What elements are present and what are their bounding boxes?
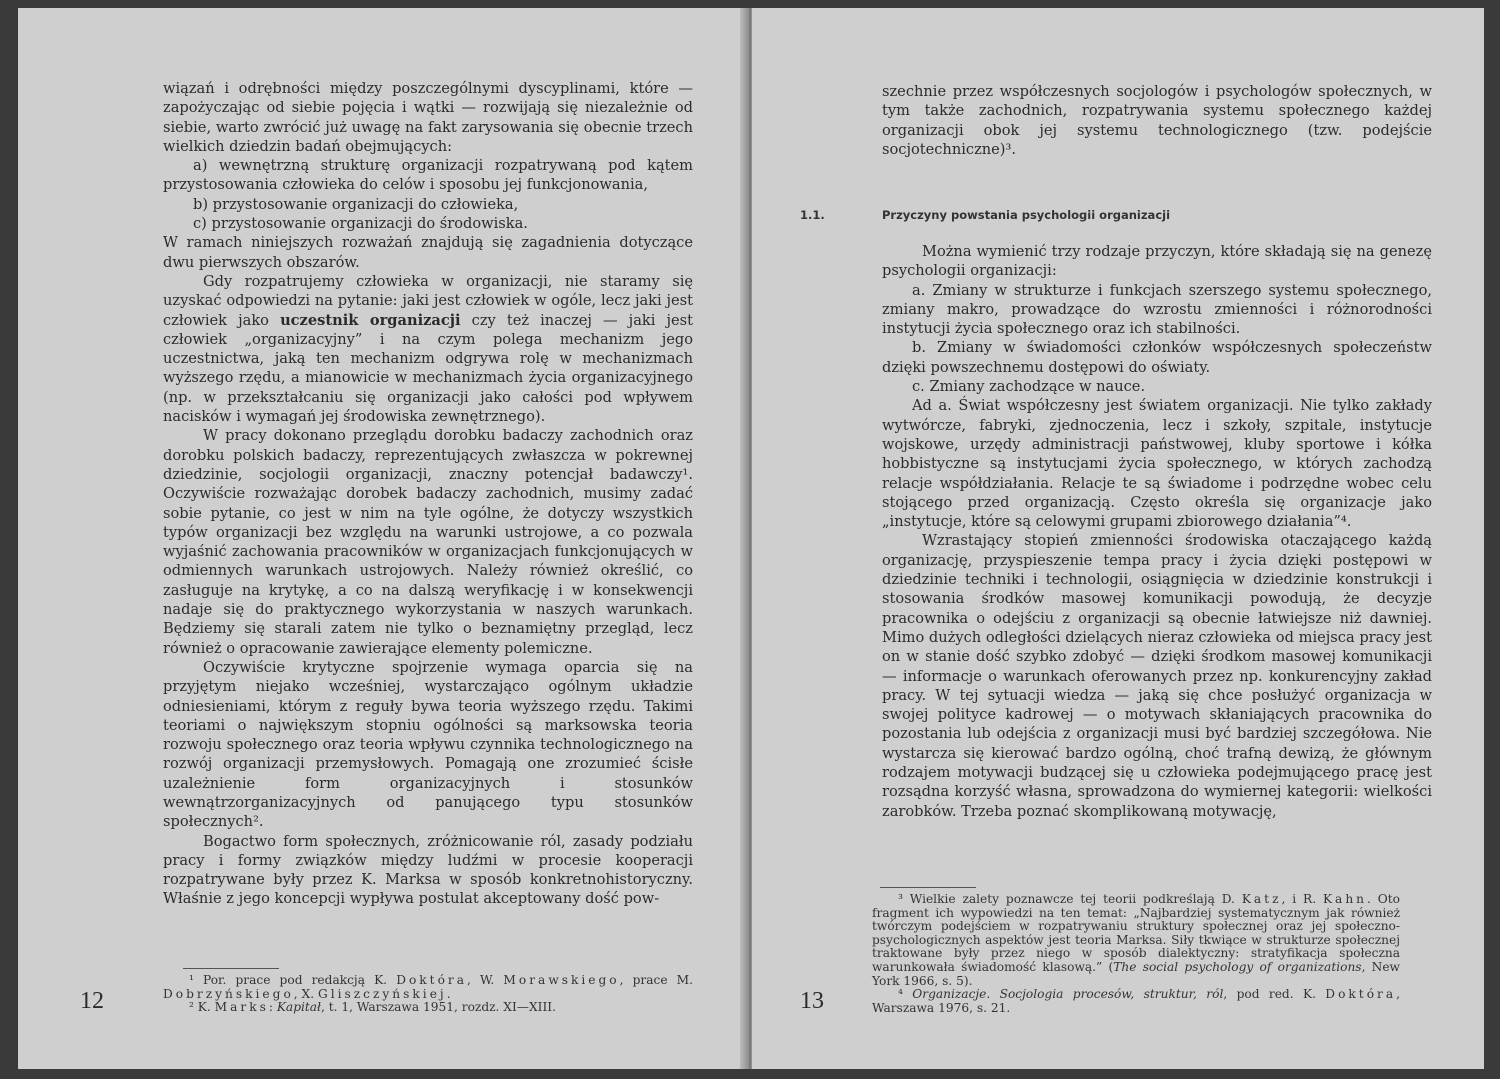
section-number: 1.1. bbox=[800, 208, 825, 222]
fn-text: , Warszawa 1976, s. 21. bbox=[872, 987, 1400, 1015]
list-item-c: c) przystosowanie organizacji do środowiska. bbox=[193, 215, 528, 233]
fn-text: . bbox=[446, 986, 451, 1001]
fn-text: ¹ Por. prace pod redakcją K. bbox=[189, 973, 388, 987]
fn-author: Katz bbox=[1241, 892, 1282, 906]
footnote-2 bbox=[163, 1001, 693, 1015]
paragraph: Bogactwo form społecznych, zróżnicowanie ról, zasady podziału pracy i formy związków między ludźmi w procesie kooperacji rozpatrywane były przez K. Marksa w sposób konkretnohistoryczny. Właśnie z jego koncepcji wypływa postulat akceptowany dość pow- bbox=[163, 832, 693, 908]
left-page bbox=[18, 8, 749, 1069]
fn-text: ³ Wielkie zalety poznawcze tej teorii podkreślają D. bbox=[898, 892, 1235, 906]
fn-text: ⁴ bbox=[898, 987, 903, 1002]
fn-text: , New York 1966, s. 5). bbox=[872, 959, 1400, 988]
fn-text: ² K. bbox=[189, 1000, 211, 1015]
bold-term: uczestnik organizacji bbox=[280, 311, 461, 329]
fn-text: , X. bbox=[293, 986, 315, 1001]
right-footnotes bbox=[872, 893, 1400, 1015]
right-body-text bbox=[882, 242, 1432, 821]
fn-text: , W. bbox=[467, 973, 495, 987]
list-item-b: b. Zmiany w świadomości członków współczesnych społeczeństw dzięki powszechnemu dostępowi do oświaty. bbox=[882, 339, 1432, 376]
fn-text: , t. 1, Warszawa 1951, rozdz. XI—XIII. bbox=[321, 1000, 556, 1015]
fn-author: Kahn bbox=[1322, 892, 1368, 906]
list-item-a: a) wewnętrzną strukturę organizacji rozpatrywaną pod kątem przystosowania człowieka do celów i sposobu jej funkcjonowania, bbox=[163, 157, 693, 194]
fn-author: Morawskiego bbox=[503, 973, 620, 987]
fn-author: Dobrzyńskiego bbox=[163, 986, 294, 1001]
footnote-divider bbox=[880, 887, 976, 888]
paragraph: Ad a. Świat współczesny jest światem organizacji. Nie tylko zakłady wytwórcze, fabryki, zjednoczenia, lecz i szkoły, szpitale, instytucje wojskowe, urzędy administracji państwowej, kluby sportowe i kółka hobbistyczne są instytucjami życia społecznego, w których zachodzą relacje współdziałania. Relacje te są świadome i podrzędne wobec celu stojącego przed organizacją. Często określa się organizacje jako „instytucje, które są celowymi grupami zbiorowego działania”⁴. bbox=[882, 397, 1432, 531]
fn-title: The social psychology of organizations bbox=[1113, 959, 1362, 974]
paragraph-part: czy też inaczej — jaki jest człowiek „organizacyjny” i na czym polega mechanizm jego uczestnictwa, jaką ten mechanizm odgrywa rolę w mechanizmach wyższego rzędu, a mianowicie w mechanizmach życia organizacyjnego (np. w przekształcaniu się organizacji jako całości pod wpływem nacisków i wymagań jej środowiska zewnętrznego). bbox=[163, 311, 694, 426]
fn-author: Gliszczyńskiej bbox=[317, 986, 447, 1001]
paragraph: Można wymienić trzy rodzaje przyczyn, które składają się na genezę psychologii organizacji: bbox=[882, 243, 1432, 280]
fn-text: , i R. bbox=[1281, 892, 1317, 906]
left-footnotes bbox=[163, 974, 693, 1015]
footnote-3 bbox=[872, 893, 1400, 988]
left-body-text bbox=[163, 79, 693, 909]
paragraph-part: Gdy rozpatrujemy człowieka w organizacji, nie staramy się uzyskać odpowiedzi na pytanie: jaki jest człowiek w ogóle, lecz jaki jest człowiek jako bbox=[163, 272, 693, 329]
right-top-text bbox=[882, 82, 1432, 159]
fn-text: , pod red. K. bbox=[1223, 987, 1316, 1002]
fn-title: Organizacje. Socjologia procesów, struktur, ról bbox=[912, 987, 1224, 1002]
fn-text: , prace M. bbox=[619, 973, 694, 987]
fn-author: Marks bbox=[214, 1000, 269, 1015]
paragraph: W pracy dokonano przeglądu dorobku badaczy zachodnich oraz dorobku polskich badaczy, reprezentujących zwłaszcza w pokrewnej dziedzinie, socjologii organizacji, znaczny potencjał badawczy¹. Oczywiście rozważając dorobek badaczy zachodnich, musimy zadać sobie pytanie, co jest w nim na tyle ogólne, że dotyczy wszystkich typów organizacji bez względu na warunki ustrojowe, a co pozwala wyjaśnić zachowania pracowników w organizacjach funkcjonujących w odmiennych warunkach ustrojowych. Należy również określić, co zasługuje na krytykę, a co na dalszą weryfikację i w konsekwencji nadaje się do praktycznego wykorzystania w naszych warunkach. Będziemy się starali zatem nie tylko o beznamiętny przegląd, lecz również o opracowanie zawierające elementy polemiczne. bbox=[163, 427, 693, 657]
right-page bbox=[752, 8, 1484, 1069]
page-number: 12 bbox=[80, 988, 104, 1014]
list-item-b: b) przystosowanie organizacji do człowieka, bbox=[193, 195, 519, 213]
paragraph: szechnie przez współczesnych socjologów i psychologów społecznych, w tym także zachodnich, rozpatrywania systemu społecznego każdej organizacji obok jej systemu technologicznego (tzw. podejście socjotechniczne)³. bbox=[882, 83, 1432, 158]
paragraph: Oczywiście krytyczne spojrzenie wymaga oparcia się na przyjętym niejako wcześniej, wystarczająco ogólnym układzie odniesieniami, którym z reguły bywa teoria wyższego rzędu. Takimi teoriami o największym stopniu ogólności są marksowska teoria rozwoju społecznego oraz teoria wpływu czynnika technologicznego na rozwój organizacji przemysłowych. Pomagają one zrozumieć ścisłe uzależnienie form organizacyjnych i stosunków wewnątrzorganizacyjnych od panującego typu stosunków społecznych². bbox=[163, 658, 693, 831]
paragraph bbox=[163, 272, 693, 426]
footnote-divider bbox=[183, 968, 279, 969]
section-title: Przyczyny powstania psychologii organizacji bbox=[882, 208, 1171, 222]
fn-text: : bbox=[268, 1000, 273, 1015]
paragraph: W ramach niniejszych rozważań znajdują się zagadnienia dotyczące dwu pierwszych obszarów. bbox=[163, 234, 693, 271]
list-item-c: c. Zmiany zachodzące w nauce. bbox=[912, 378, 1146, 396]
list-item-a: a. Zmiany w strukturze i funkcjach szerszego systemu społecznego, zmiany makro, prowadzące do wzrostu zmienności i różnorodności instytucji życia społecznego oraz ich stabilności. bbox=[882, 281, 1432, 338]
fn-title: Kapitał bbox=[276, 1000, 322, 1015]
paragraph: Wzrastający stopień zmienności środowiska otaczającego każdą organizację, przyspieszenie tempa pracy i życia dzięki postępowi w dziedzinie techniki i technologii, osiągnięcia w dziedzinie konstrukcji i stosowania środków masowej komunikacji powodują, że decyzje pracownika o odejściu z organizacji są obecnie łatwiejsze niż dawniej. Mimo dużych odległości dzielących nieraz człowieka od miejsca pracy jest on w stanie dość szybko zdobyć — dzięki środkom masowej komunikacji — informacje o warunkach oferowanych przez np. konkurencyjny zakład pracy. W tej sytuacji wiedza — jaką się chce posłużyć organizacja w swojej polityce kadrowej — o motywach skłaniających pracownika do pozostania lub odejścia z organizacji musi być bardziej szczegółowa. Nie wystarcza się kierować bardzo ogólną, choć trafną dewizą, że głównym rodzajem motywacji budzącej się u człowieka podejmującego pracę jest rozsądna korzyść własna, sprowadzona do wymiernej kategorii: wielkości zarobków. Trzeba poznać skomplikowaną motywację, bbox=[882, 532, 1432, 820]
paragraph: wiązań i odrębności między poszczególnymi dyscyplinami, które — zapożyczając od siebie pojęcia i wątki — rozwijają się niezależnie od siebie, warto zwrócić już uwagę na fakt zarysowania się obecnie trzech wielkich dziedzin badań obejmujących: bbox=[163, 80, 693, 155]
fn-author: Doktóra bbox=[396, 973, 468, 987]
page-number: 13 bbox=[800, 988, 824, 1014]
fn-text: . Oto fragment ich wypowiedzi na ten temat: „Najbardziej systematycznym jak również twórczym podejściem w rozpatrywaniu struktury społecznej oraz jej społeczno-psychologicznych aspektów jest teoria Marksa. Siły tkwiące w strukturze społecznej traktowane były przez niego w sposób dialektyczny: stratyfikacja społeczna warunkowała świadomość klasową.” ( bbox=[872, 892, 1401, 974]
footnote-1 bbox=[163, 974, 693, 1001]
fn-author: Doktóra bbox=[1325, 987, 1397, 1002]
footnote-4 bbox=[872, 988, 1400, 1015]
